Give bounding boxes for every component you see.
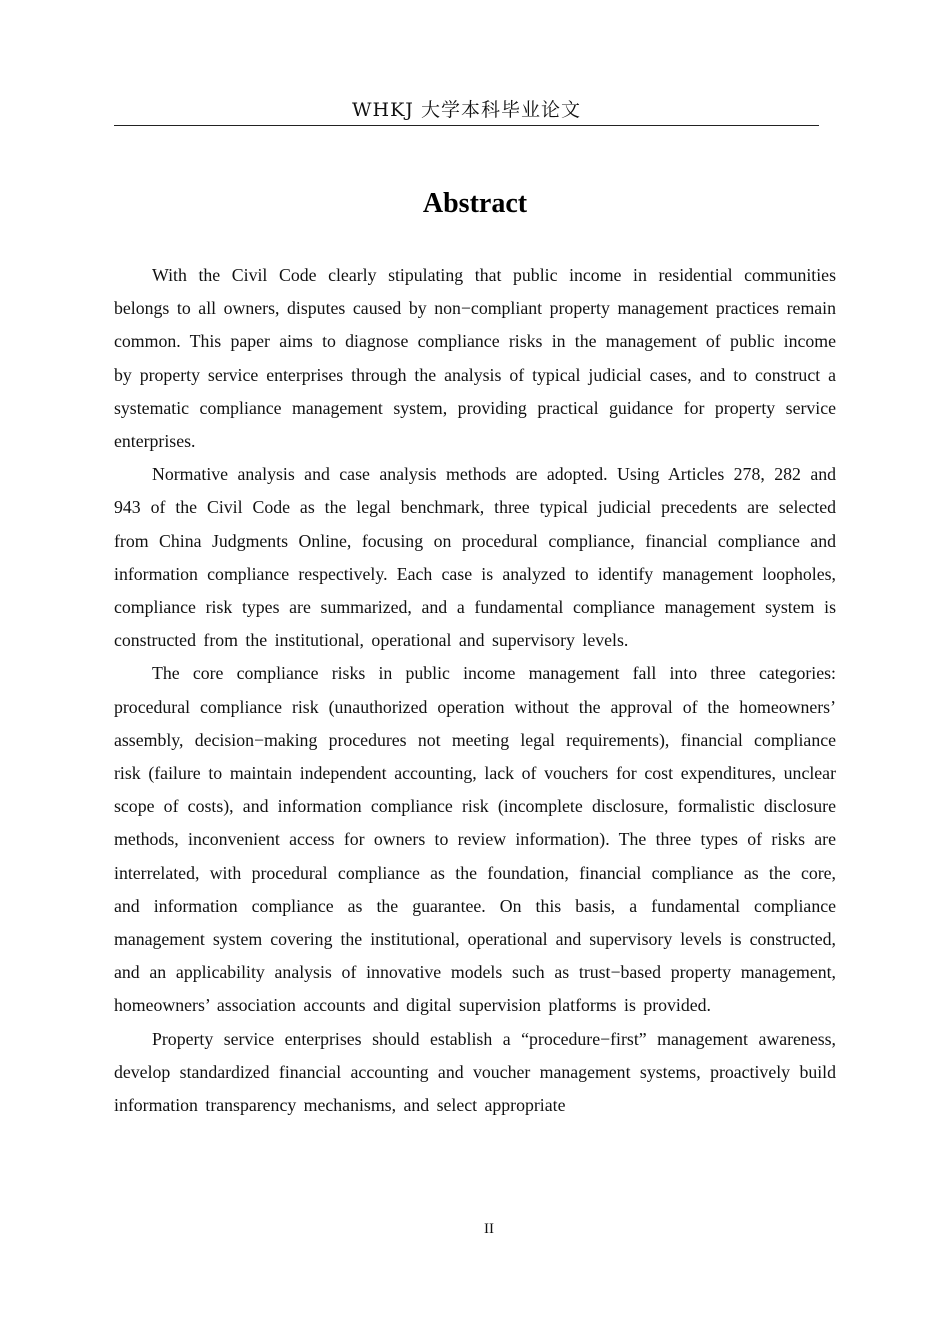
abstract-body (114, 259, 836, 1122)
header-rule (114, 125, 819, 126)
abstract-title: Abstract (422, 188, 528, 219)
abstract-paragraph-1: With the Civil Code clearly stipulating that public income in residential communities belongs to all owners, disputes caused by non−compliant property management practices remain common. This paper aims to diagnose compliance risks in the management of public income by property service enterprises through the analysis of typical judicial cases, and to construct a systematic compliance management system, providing practical guidance for property service enterprises. (114, 265, 836, 452)
abstract-paragraph-4: Property service enterprises should establish a “procedure−first” management awareness, develop standardized financial accounting and voucher management systems, proactively build information transparency mechanisms, and select appropriate (114, 1028, 836, 1116)
running-header: WHKJ 大学本科毕业论文 (352, 99, 581, 121)
abstract-paragraph-2: Normative analysis and case analysis methods are adopted. Using Articles 278, 282 and 943 of the Civil Code as the legal benchmark, three typical judicial precedents are selected from China Judgments Online, focusing on procedural compliance, financial compliance and information compliance respectively. Each case is analyzed to identify management loopholes, compliance risk types are summarized, and a fundamental compliance management system is constructed from the institutional, operational and supervisory levels. (114, 464, 836, 651)
abstract-paragraph-3: The core compliance risks in public income management fall into three categories: procedural compliance risk (unauthorized operation without the approval of the homeowners’ assembly, decision−making procedures not meeting legal requirements), financial compliance risk (failure to maintain independent accounting, lack of vouchers for cost expenditures, unclear scope of costs), and information compliance risk (incomplete disclosure, formalistic disclosure methods, inconvenient access for owners to review information). The three types of risks are interrelated, with procedural compliance as the foundation, financial compliance as the core, and information compliance as the guarantee. On this basis, a fundamental compliance management system covering the institutional, operational and supervisory levels is constructed, and an applicability analysis of innovative models such as trust−based property management, homeowners’ association accounts and digital supervision platforms is provided. (114, 663, 836, 1016)
page-number: II (484, 1221, 494, 1237)
